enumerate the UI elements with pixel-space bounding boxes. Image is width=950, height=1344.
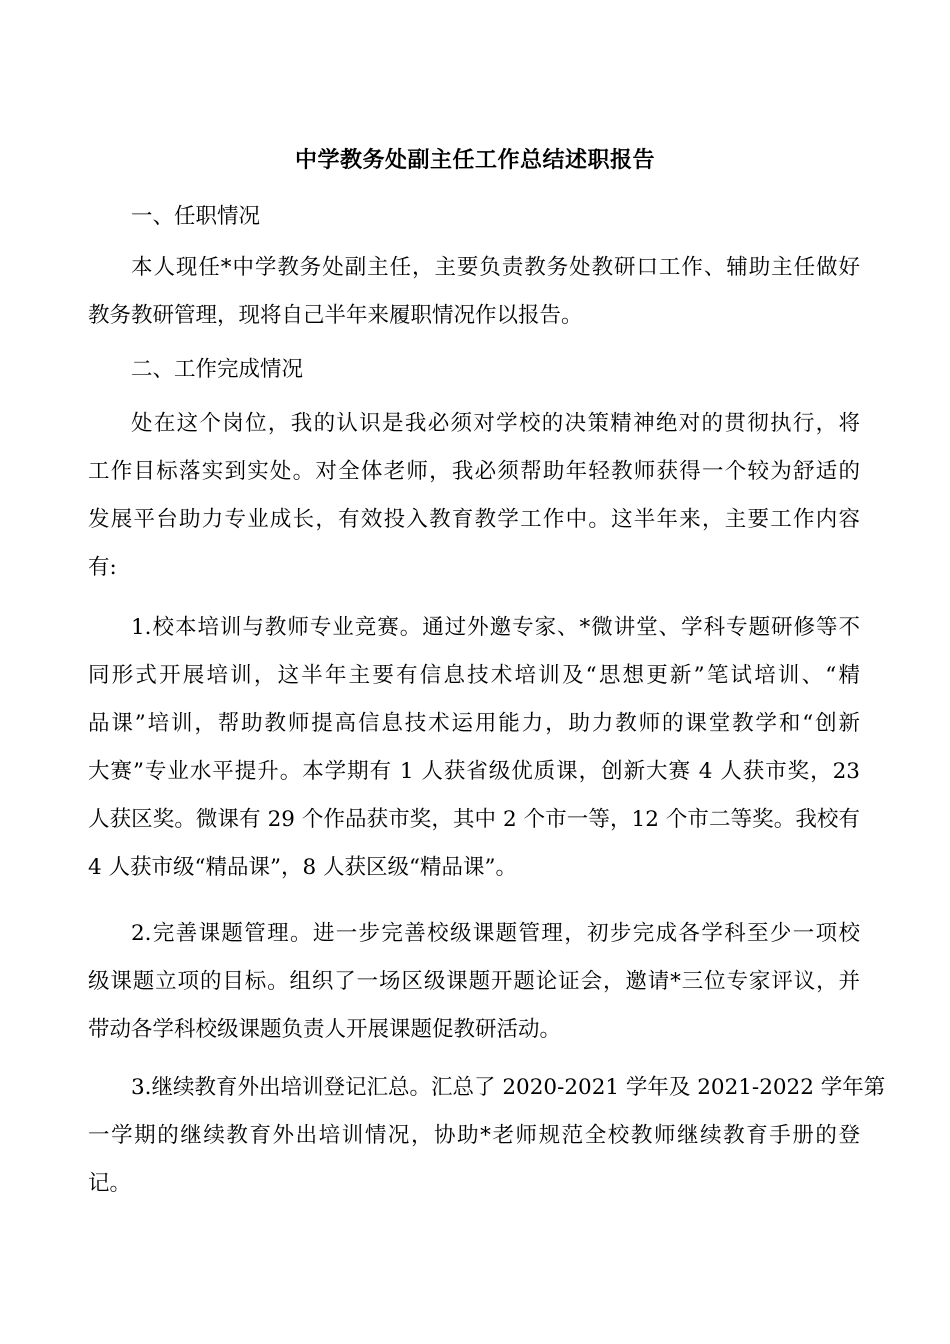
paragraph-overview bbox=[88, 400, 860, 592]
paragraph-line: 4 人获市级“精品课”，8 人获区级“精品课”。 bbox=[88, 855, 517, 880]
paragraph-line: 有: bbox=[88, 555, 117, 580]
document-title: 中学教务处副主任工作总结述职报告 bbox=[294, 147, 655, 173]
section-heading-work: 二、工作完成情况 bbox=[131, 357, 304, 382]
paragraph-line: 1.校本培训与教师专业竞赛。通过外邀专家、*微讲堂、学科专题研修等不 bbox=[131, 615, 860, 640]
paragraph-line: 级课题立项的目标。组织了一场区级课题开题论证会，邀请*三位专家评议，并 bbox=[88, 969, 860, 994]
paragraph-line: 一学期的继续教育外出培训情况，协助*老师规范全校教师继续教育手册的登 bbox=[88, 1123, 860, 1148]
paragraph-line: 带动各学科校级课题负责人开展课题促教研活动。 bbox=[88, 1017, 562, 1042]
paragraph-line: 人获区奖。微课有 29 个作品获市奖，其中 2 个市一等，12 个市二等奖。我校有 bbox=[88, 807, 860, 832]
paragraph-appointment bbox=[88, 244, 860, 340]
paragraph-line: 品课”培训，帮助教师提高信息技术运用能力，助力教师的课堂教学和“创新 bbox=[88, 711, 860, 736]
paragraph-line: 处在这个岗位，我的认识是我必须对学校的决策精神绝对的贯彻执行，将 bbox=[131, 411, 860, 436]
paragraph-item-2-research bbox=[88, 910, 860, 1054]
paragraph-line: 工作目标落实到实处。对全体老师，我必须帮助年轻教师获得一个较为舒适的 bbox=[88, 459, 860, 484]
paragraph-line: 记。 bbox=[88, 1171, 132, 1196]
paragraph-line: 同形式开展培训，这半年主要有信息技术培训及“思想更新”笔试培训、“精 bbox=[88, 663, 860, 688]
paragraph-line: 本人现任*中学教务处副主任，主要负责教务处教研口工作、辅助主任做好 bbox=[131, 255, 860, 280]
paragraph-item-1-training bbox=[88, 604, 860, 892]
paragraph-line: 发展平台助力专业成长，有效投入教育教学工作中。这半年来，主要工作内容 bbox=[88, 507, 860, 532]
section-heading-appointment: 一、任职情况 bbox=[131, 204, 261, 229]
paragraph-line: 大赛”专业水平提升。本学期有 1 人获省级优质课，创新大赛 4 人获市奖，23 bbox=[88, 759, 860, 784]
paragraph-line: 2.完善课题管理。进一步完善校级课题管理，初步完成各学科至少一项校 bbox=[131, 921, 860, 946]
paragraph-item-3-continuing-education bbox=[88, 1064, 886, 1208]
paragraph-line: 教务教研管理，现将自己半年来履职情况作以报告。 bbox=[88, 303, 583, 328]
paragraph-line: 3.继续教育外出培训登记汇总。汇总了 2020-2021 学年及 2021-2022 学年第 bbox=[131, 1075, 886, 1100]
